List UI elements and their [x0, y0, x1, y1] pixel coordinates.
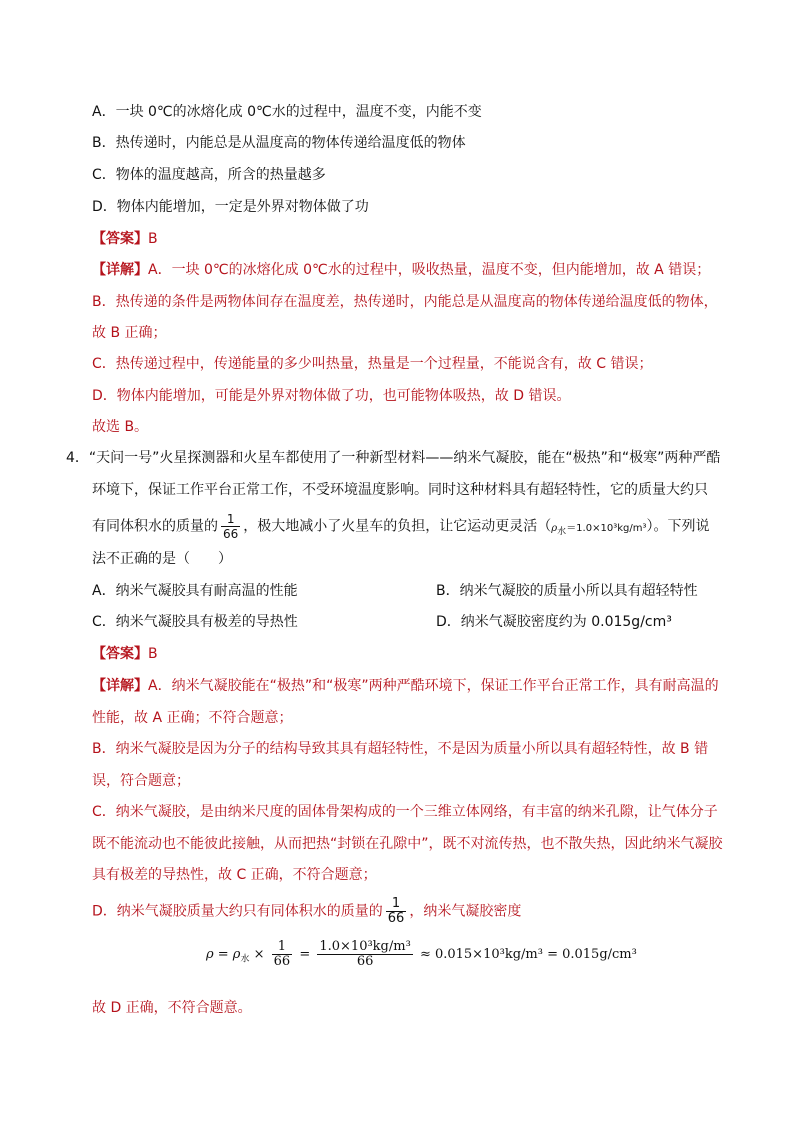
q4-stem-line2: 环境下，保证工作平台正常工作，不受环境温度影响。同时这种材料具有超轻特性，它的质量大约只	[92, 482, 708, 498]
fraction-numerator: 1	[272, 940, 293, 955]
formula-lhs: ρ = ρ	[206, 947, 241, 962]
q4-conclusion: 故 D 正确，不符合题意。	[92, 1000, 252, 1016]
rho-symbol: ρ	[551, 522, 558, 534]
q4-option-c: C．纳米气凝胶具有极差的导热性	[92, 614, 298, 630]
q3-option-b: B．热传递时，内能总是从温度高的物体传递给温度低的物体	[92, 135, 466, 151]
formula-fraction-1	[272, 940, 293, 969]
q3-option-a: A．一块 0℃的冰熔化成 0℃水的过程中，温度不变，内能不变	[92, 104, 482, 120]
answer-label: 【答案】	[92, 231, 148, 247]
q3-option-d: D．物体内能增加，一定是外界对物体做了功	[92, 199, 369, 215]
stem-text: ）。下列说	[646, 518, 710, 535]
detail-label: 【详解】	[92, 678, 148, 694]
answer-value: B	[148, 231, 158, 247]
q4-option-b: B．纳米气凝胶的质量小所以具有超轻特性	[436, 583, 698, 599]
q4-detail-b-line1: B．纳米气凝胶是因为分子的结构导致其具有超轻特性，不是因为质量小所以具有超轻特性，故 B 错	[92, 741, 709, 757]
q3-detail-b-line2: 故 B 正确；	[92, 325, 167, 341]
detail-text: A．一块 0℃的冰熔化成 0℃水的过程中，吸收热量，温度不变，但内能增加，故 A 错误；	[148, 262, 711, 278]
formula-fraction-2	[317, 940, 412, 969]
q4-stem-line1	[66, 448, 720, 468]
fraction	[386, 897, 407, 926]
fraction-denominator: 66	[387, 911, 405, 926]
fraction-denominator: 66	[223, 527, 239, 541]
fraction-numerator: 1.0×10³kg/m³	[319, 939, 411, 954]
q3-detail-b-line1: B．热传递的条件是两物体间存在温度差，热传递时，内能总是从温度高的物体传递给温度低的物体，	[92, 294, 718, 310]
answer-label: 【答案】	[92, 646, 148, 662]
q3-answer	[92, 229, 158, 249]
q4-detail-a-line2: 性能，故 A 正确；不符合题意；	[92, 710, 293, 726]
detail-text: A．纳米气凝胶能在“极热”和“极寒”两种严酷环境下，保证工作平台正常工作，具有耐高温的	[148, 678, 719, 694]
formula-subscript: 水	[240, 954, 250, 965]
detail-text: ，纳米气凝胶密度	[409, 903, 522, 920]
q4-option-d: D．纳米气凝胶密度约为 0.015g/cm³	[436, 614, 672, 630]
density-formula: $\rho = \rho_水$ × $\frac{1}{66}$ = $\frac{\text{1.0×10³kg/m³}}{66}$ ≈ 0.015×10³kg/m³ = 0.015g/cm³	[206, 939, 637, 969]
q4-detail-d-line1	[92, 897, 521, 926]
fraction	[221, 512, 240, 541]
fraction-numerator: 1	[386, 897, 407, 912]
q4-stem-line3	[92, 512, 709, 542]
stem-text: 有同体积水的质量的	[92, 518, 218, 535]
q4-detail-b-line2: 误，符合题意；	[92, 773, 190, 789]
question-number: 4．	[66, 450, 89, 466]
answer-value: B	[148, 646, 158, 662]
stem-text: “天问一号”火星探测器和火星车都使用了一种新型材料——纳米气凝胶，能在“极热”和“极寒”两种严酷	[88, 450, 721, 466]
q3-detail-a	[92, 260, 710, 280]
q3-option-c: C．物体的温度越高，所含的热量越多	[92, 167, 326, 183]
stem-text: ，极大地减小了火星车的负担，让它运动更灵活（	[243, 518, 552, 535]
fraction-denominator: 66	[273, 954, 291, 969]
rho-value: ＝1.0×10³kg/m³	[566, 522, 647, 534]
rho-subscript: 水	[557, 526, 567, 537]
q4-detail-a-line1	[92, 676, 719, 696]
q4-stem-line4: 法不正确的是（ ）	[92, 551, 232, 567]
q4-answer	[92, 644, 158, 664]
formula-rhs: ≈ 0.015×10³kg/m³ = 0.015g/cm³	[415, 947, 637, 962]
water-density	[551, 522, 647, 537]
detail-text: D．纳米气凝胶质量大约只有同体积水的质量的	[92, 903, 383, 920]
q4-option-a: A．纳米气凝胶具有耐高温的性能	[92, 583, 298, 599]
q3-detail-d: D．物体内能增加，可能是外界对物体做了功，也可能物体吸热，故 D 错误。	[92, 388, 571, 404]
formula-times: ×	[249, 947, 269, 962]
fraction-denominator: 66	[356, 954, 374, 969]
q4-detail-c-line3: 具有极差的导热性，故 C 正确，不符合题意；	[92, 867, 377, 883]
detail-label: 【详解】	[92, 262, 148, 278]
q4-detail-c-line1: C．纳米气凝胶，是由纳米尺度的固体骨架构成的一个三维立体网络，有丰富的纳米孔隙，让气体分子	[92, 804, 718, 820]
q3-detail-c: C．热传递过程中，传递能量的多少叫热量，热量是一个过程量，不能说含有，故 C 错误；	[92, 356, 653, 372]
q3-conclusion: 故选 B。	[92, 419, 149, 435]
fraction-numerator: 1	[221, 512, 240, 527]
q4-detail-c-line2: 既不能流动也不能彼此接触，从而把热“封锁在孔隙中”，既不对流传热，也不散失热，因此纳米气凝胶	[92, 836, 723, 852]
